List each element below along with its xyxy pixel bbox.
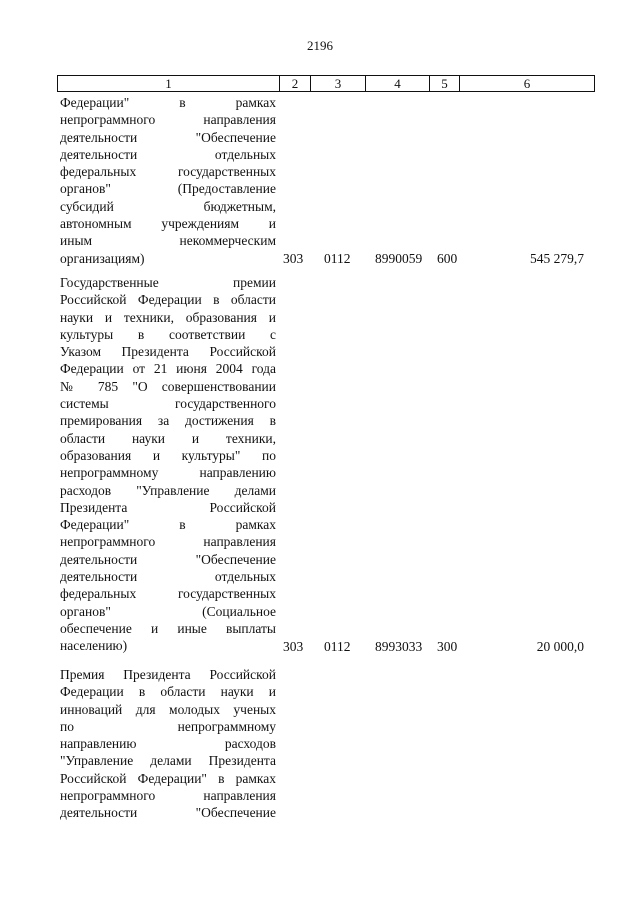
header-col-6: 6 [523, 76, 531, 91]
table-row [60, 94, 600, 267]
description-line: расходов "Управление делами [60, 482, 276, 498]
description-line: Федерации" в рамках [60, 517, 276, 533]
table-header-row [57, 75, 595, 92]
cell-amount: 20 000,0 [536, 639, 584, 654]
description-line: № 785 "О совершенствовании [60, 378, 276, 394]
cell-amount: 545 279,7 [530, 251, 584, 266]
description-line: непрограммного направления [60, 788, 276, 804]
cell-target: 8990059 [375, 251, 423, 266]
description-line: организациям) [60, 250, 145, 266]
row-description [60, 274, 276, 655]
description-line: культуры в соответствии с [60, 326, 276, 342]
description-line: непрограммного направления [60, 534, 276, 550]
header-col-4: 4 [366, 76, 430, 91]
header-col-3: 3 [311, 76, 366, 91]
table-row [60, 274, 600, 655]
description-line: Федерации" в рамках [60, 95, 276, 110]
description-line: деятельности "Обеспечение [60, 805, 276, 821]
cell-target: 8993033 [375, 639, 423, 654]
cell-section: 0112 [324, 251, 351, 266]
description-line: Государственные премии [60, 275, 276, 290]
description-line: инноваций для молодых ученых [60, 701, 276, 717]
description-line: органов" (Социальное [60, 603, 276, 619]
description-line: премирования за достижения в [60, 413, 276, 429]
header-col-1: 1 [58, 76, 280, 91]
cell-type: 600 [437, 251, 458, 266]
table-row [60, 666, 600, 822]
description-line: непрограммного направления [60, 112, 276, 128]
description-line: субсидий бюджетным, [60, 198, 276, 214]
description-line: образования и культуры" по [60, 447, 276, 463]
description-line: Премия Президента Российской [60, 667, 276, 682]
cell-ved: 303 [283, 251, 304, 266]
description-line: "Управление делами Президента [60, 753, 276, 769]
header-col-5: 5 [430, 76, 460, 91]
page-number: 2196 [307, 38, 333, 53]
description-line: федеральных государственных [60, 586, 276, 602]
description-line: Федерации от 21 июня 2004 года [60, 361, 276, 377]
cell-type: 300 [437, 639, 458, 654]
description-line: деятельности отдельных [60, 569, 276, 585]
header-col-2: 2 [280, 76, 311, 91]
cell-ved: 303 [283, 639, 304, 654]
row-description [60, 94, 276, 267]
description-line: непрограммному направлению [60, 465, 276, 481]
description-line: Президента Российской [60, 499, 276, 515]
description-line: направлению расходов [60, 736, 276, 752]
description-line: по непрограммному [60, 718, 276, 734]
row-description [60, 666, 276, 822]
description-line: населению) [60, 638, 128, 654]
description-line: Российской Федерации в области [60, 292, 276, 308]
description-line: обеспечение и иные выплаты [60, 620, 276, 636]
description-line: науки и техники, образования и [60, 309, 276, 325]
description-line: деятельности "Обеспечение [60, 551, 276, 567]
description-line: деятельности отдельных [60, 146, 276, 162]
description-line: области науки и техники, [60, 430, 276, 446]
cell-section: 0112 [324, 639, 351, 654]
description-line: Указом Президента Российской [60, 344, 276, 360]
description-line: иным некоммерческим [60, 233, 276, 249]
description-line: системы государственного [60, 396, 276, 412]
description-line: органов" (Предоставление [60, 181, 276, 197]
description-line: Российской Федерации" в рамках [60, 770, 276, 786]
description-line: автономным учреждениям и [60, 216, 276, 232]
description-line: деятельности "Обеспечение [60, 129, 276, 145]
description-line: Федерации в области науки и [60, 684, 276, 700]
description-line: федеральных государственных [60, 164, 276, 180]
